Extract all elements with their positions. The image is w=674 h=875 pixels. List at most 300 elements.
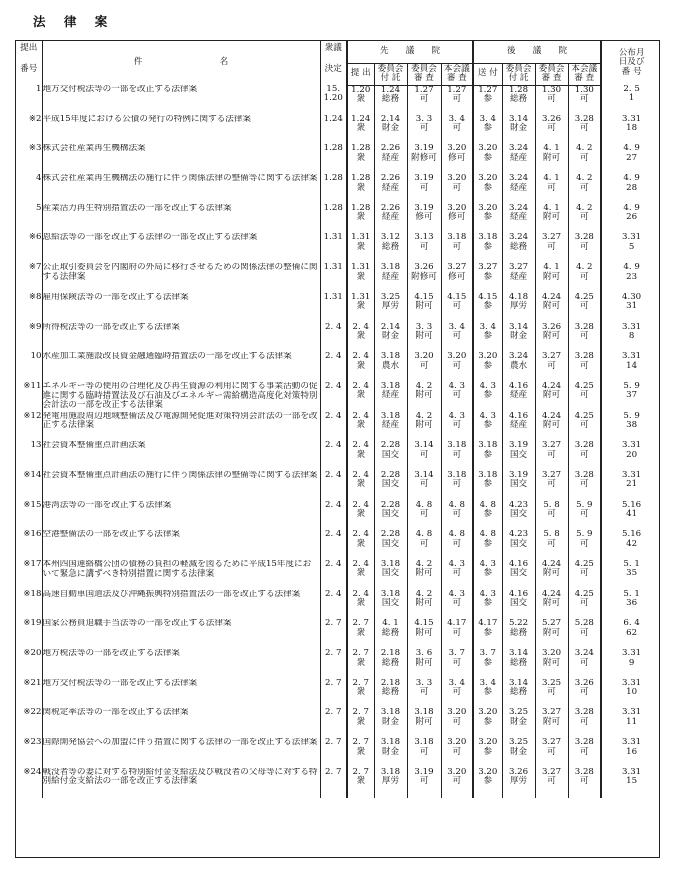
row-referred-line2: 財金	[381, 716, 400, 727]
row-number: ※11	[23, 381, 42, 391]
row-plenary-line2: 修可	[448, 271, 466, 282]
row-second-referred-line1: 3.19	[508, 470, 529, 480]
row-number: ※7	[28, 263, 42, 273]
row-submitted-line1: 2. 4	[352, 560, 369, 569]
row-committee	[407, 233, 441, 263]
row-submitted-line1: 1.31	[351, 263, 371, 273]
row-referred	[374, 738, 407, 768]
law-table	[16, 41, 661, 798]
row-promulgation-line1: 3.31	[622, 470, 642, 480]
row-decision-date-text: 2. 4	[325, 589, 342, 599]
row-promulgation-line1: 3.31	[622, 233, 642, 243]
table-row	[16, 204, 661, 234]
row-number: ※19	[23, 619, 42, 629]
row-promulgation	[601, 768, 661, 798]
header-kofu-1: 公布月	[618, 47, 645, 58]
row-second-plenary-line1: 1.30	[574, 85, 594, 95]
row-second-referred	[502, 115, 535, 145]
row-second-plenary-line2: 可	[580, 182, 589, 193]
row-decision-date	[320, 233, 347, 263]
row-number: ※3	[28, 144, 42, 154]
row-promulgation	[601, 352, 661, 382]
row-sent-line2: 参	[483, 182, 493, 193]
row-bill-name: 地方交付税法等の一部を改正する法律案	[42, 85, 320, 115]
row-committee-line2: 可	[419, 93, 429, 104]
row-promulgation-line2: 42	[626, 538, 638, 549]
row-sent	[473, 501, 502, 531]
row-sent-line1: 3.20	[478, 174, 498, 184]
row-promulgation-line1: 4.30	[622, 292, 642, 302]
row-second-committee-line1: 5.27	[541, 619, 562, 629]
row-committee	[407, 263, 441, 293]
row-second-plenary-line2: 可	[580, 687, 589, 698]
header-honkaigi	[441, 63, 473, 85]
row-sent-line2: 参	[483, 123, 493, 134]
row-plenary-line2: 可	[452, 330, 462, 341]
row-promulgation-line1: 5.16	[622, 530, 642, 540]
row-plenary-line2: 可	[452, 687, 462, 698]
row-promulgation-line2: 5	[628, 241, 635, 252]
table-row	[16, 590, 661, 620]
row-promulgation	[601, 204, 661, 234]
row-second-plenary-line2: 可	[580, 271, 589, 282]
row-bill-name: 高速自動車国道法及び沖縄振興特別措置法の一部を改正する法律案	[42, 590, 320, 620]
row-sent-line2: 参	[483, 212, 493, 223]
row-referred-line2: 経産	[381, 182, 400, 193]
row-second-plenary-line2: 可	[580, 360, 589, 371]
row-committee-line2: 附可	[415, 716, 433, 727]
row-submitted	[347, 263, 374, 293]
row-decision-date-text: 1.28	[323, 144, 343, 154]
row-submitted	[347, 323, 374, 353]
row-second-plenary-line2: 可	[580, 93, 589, 104]
row-plenary-line1: 4. 3	[448, 381, 465, 391]
row-second-referred	[502, 441, 535, 471]
row-decision-date	[320, 679, 347, 709]
row-referred-line1: 3.18	[380, 738, 401, 748]
row-submitted-line2: 衆	[356, 212, 366, 223]
row-number: ※24	[23, 767, 42, 777]
row-second-referred-line1: 4.16	[508, 411, 529, 421]
row-decision-date-text: 2. 4	[325, 530, 342, 540]
row-submitted-line2: 衆	[356, 687, 366, 698]
row-committee	[407, 293, 441, 323]
table-row	[16, 471, 661, 501]
row-referred	[374, 768, 407, 798]
row-promulgation-line2: 23	[626, 271, 638, 282]
row-plenary-line1: 3. 7	[448, 649, 465, 659]
table-row	[16, 382, 661, 412]
row-plenary	[441, 768, 473, 798]
row-promulgation	[601, 382, 661, 412]
row-bill-name: 所得税法等の一部を改正する法律案	[42, 323, 320, 353]
row-committee-line2: 修可	[415, 212, 433, 223]
row-decision-date	[320, 501, 347, 531]
row-referred-line2: 農水	[381, 360, 400, 371]
row-referred	[374, 174, 407, 204]
row-committee-line1: 3.19	[414, 767, 434, 777]
row-promulgation-line1: 6. 4	[623, 619, 640, 629]
row-committee-line2: 附可	[415, 420, 433, 431]
row-submitted-line2: 衆	[356, 479, 366, 490]
row-decision-date-text: 2. 4	[325, 470, 342, 480]
row-second-plenary-line1: 3.28	[574, 233, 594, 243]
row-promulgation	[601, 323, 661, 353]
header-futaku-1: 委員会	[377, 63, 404, 74]
row-plenary-line2: 可	[452, 657, 462, 668]
row-plenary	[441, 323, 473, 353]
row-sent-line2: 参	[483, 627, 493, 638]
page-title: 法 律 案	[33, 14, 115, 29]
header-teishutsu-col: 提 出	[347, 63, 374, 85]
row-second-referred-line1: 3.24	[508, 233, 529, 243]
row-submitted	[347, 649, 374, 679]
row-second-plenary-line1: 3.28	[574, 767, 594, 777]
row-sent	[473, 233, 502, 263]
row-promulgation	[601, 619, 661, 649]
row-referred	[374, 530, 407, 560]
row-second-committee-line1: 3.26	[541, 114, 562, 124]
row-second-referred-line2: 国交	[509, 449, 528, 460]
row-second-plenary-line2: 可	[580, 746, 589, 757]
row-decision-date	[320, 174, 347, 204]
row-plenary	[441, 204, 473, 234]
row-plenary	[441, 293, 473, 323]
row-second-plenary	[568, 501, 601, 531]
row-referred-line2: 総務	[381, 657, 400, 668]
row-decision-date	[320, 738, 347, 768]
row-referred-line1: 2.26	[380, 203, 401, 213]
row-second-referred	[502, 204, 535, 234]
row-submitted	[347, 768, 374, 798]
row-submitted-line1: 2. 4	[352, 441, 369, 451]
row-sent-line1: 4. 8	[479, 530, 496, 540]
row-committee-line2: 可	[419, 241, 429, 252]
row-second-plenary	[568, 174, 601, 204]
row-number: 5	[36, 203, 42, 213]
row-promulgation	[601, 174, 661, 204]
row-submitted-line2: 衆	[356, 330, 366, 341]
row-bill-name: 産業活力再生特別措置法の一部を改正する法律案	[42, 204, 320, 234]
row-plenary-line1: 3. 4	[448, 678, 465, 688]
row-second-committee	[535, 263, 568, 293]
row-committee-line2: 可	[419, 449, 429, 460]
row-second-referred-line1: 3.24	[508, 144, 529, 154]
row-number: ※8	[28, 292, 42, 302]
row-plenary-line1: 3.20	[447, 708, 467, 718]
row-committee-line1: 4. 2	[415, 589, 433, 599]
row-second-committee	[535, 233, 568, 263]
row-number: ※14	[23, 470, 42, 480]
row-second-committee-line2: 可	[547, 241, 556, 252]
row-committee	[407, 174, 441, 204]
row-sent-line1: 3.20	[478, 708, 498, 718]
row-promulgation-line1: 3.31	[622, 441, 642, 451]
row-committee	[407, 441, 441, 471]
row-second-plenary-line2: 可	[580, 301, 589, 312]
row-submitted-line1: 1.24	[351, 114, 371, 124]
table-row	[16, 649, 661, 679]
row-submitted-line1: 1.28	[351, 144, 371, 154]
row-second-referred	[502, 768, 535, 798]
row-decision-date	[320, 293, 347, 323]
row-sent	[473, 412, 502, 442]
row-number: ※18	[23, 589, 42, 599]
row-bill-name: 株式会社産業再生機構法の施行に伴う関係法律の整備等に関する法律案	[42, 174, 320, 204]
row-plenary	[441, 441, 473, 471]
row-second-committee-line2: 可	[547, 687, 556, 698]
row-second-plenary	[568, 382, 601, 412]
row-sent-line2: 参	[483, 687, 493, 698]
row-decision-date	[320, 619, 347, 649]
row-number: ※20	[23, 649, 42, 659]
row-decision-date	[320, 708, 347, 738]
row-second-committee-line2: 可	[547, 509, 556, 520]
row-referred	[374, 144, 407, 174]
row-second-committee-line2: 可	[547, 538, 556, 549]
row-second-plenary-line1: 4.25	[574, 381, 594, 391]
row-plenary-line1: 3.18	[447, 470, 467, 480]
row-plenary-line2: 可	[452, 509, 462, 520]
row-submitted-line1: 2. 4	[352, 411, 369, 421]
table-row	[16, 679, 661, 709]
row-second-plenary	[568, 619, 601, 649]
row-referred-line1: 2.26	[380, 144, 401, 154]
row-committee-line2: 附可	[415, 568, 433, 579]
row-promulgation-line1: 3.31	[622, 708, 642, 718]
row-decision-date-text: 2. 7	[325, 649, 342, 659]
row-plenary-line2: 可	[452, 182, 462, 193]
row-submitted-line2: 衆	[356, 271, 366, 282]
row-sent-line2: 参	[483, 657, 493, 668]
row-committee-line2: 可	[419, 776, 429, 787]
row-promulgation	[601, 501, 661, 531]
row-committee	[407, 323, 441, 353]
row-second-referred	[502, 263, 535, 293]
row-committee-line2: 附修可	[411, 152, 437, 163]
row-promulgation	[601, 649, 661, 679]
header-ato-honkaigi	[568, 63, 601, 85]
table-row	[16, 115, 661, 145]
row-sent	[473, 530, 502, 560]
row-decision-date	[320, 323, 347, 353]
row-submitted-line2: 衆	[356, 598, 366, 609]
row-sent-line1: 4. 3	[479, 560, 496, 569]
row-referred-line1: 3.18	[380, 708, 401, 718]
header-second-house: 後 議 院	[473, 41, 601, 63]
row-committee-line2: 附可	[415, 657, 433, 668]
row-second-plenary-line1: 3.26	[574, 678, 594, 688]
row-decision-date	[320, 382, 347, 412]
row-decision-date-text: 1.31	[323, 263, 343, 273]
table-row	[16, 323, 661, 353]
row-promulgation-line1: 5. 1	[623, 560, 640, 569]
row-referred	[374, 323, 407, 353]
header-decision	[320, 41, 347, 85]
row-referred-line1: 3.18	[380, 352, 401, 362]
row-plenary-line2: 可	[452, 716, 462, 727]
row-second-plenary-line1: 4. 2	[576, 174, 593, 184]
row-bill-name: 公正取引委員会を内閣府の外局に移行させるための関係法律の整備に関する法律案	[42, 263, 320, 293]
row-committee-line1: 3. 3	[415, 678, 433, 688]
row-bill-name: 関税定率法等の一部を改正する法律案	[42, 708, 320, 738]
row-plenary-line2: 可	[452, 776, 462, 787]
row-second-referred-line2: 厚労	[509, 301, 528, 312]
row-sent-line2: 参	[483, 568, 493, 579]
row-second-referred-line1: 3.14	[508, 114, 529, 124]
row-promulgation-line2: 31	[626, 301, 638, 312]
row-sent	[473, 768, 502, 798]
row-plenary	[441, 382, 473, 412]
row-plenary	[441, 263, 473, 293]
row-second-plenary-line2: 可	[580, 627, 589, 638]
row-second-referred-line2: 経産	[509, 271, 528, 282]
row-second-plenary-line2: 可	[580, 598, 589, 609]
table-row	[16, 708, 661, 738]
row-sent-line2: 参	[483, 509, 493, 520]
row-second-referred-line2: 国交	[509, 568, 528, 579]
row-committee-line1: 1.27	[414, 85, 434, 95]
row-decision-date	[320, 144, 347, 174]
row-sent	[473, 174, 502, 204]
row-second-plenary-line1: 3.28	[574, 708, 594, 718]
row-decision-date-text: 1.31	[323, 292, 343, 302]
row-promulgation	[601, 263, 661, 293]
row-referred	[374, 263, 407, 293]
row-second-committee-line2: 可	[547, 182, 556, 193]
row-second-referred-line2: 財金	[509, 123, 528, 134]
row-sent-line1: 4. 3	[479, 411, 496, 421]
row-second-committee-line1: 3.26	[541, 322, 562, 332]
row-number: ※2	[28, 114, 42, 124]
table-row	[16, 560, 661, 590]
row-second-committee-line2: 附可	[542, 568, 561, 579]
row-submitted-line1: 2. 7	[352, 738, 369, 748]
row-plenary-line1: 4. 8	[448, 530, 465, 540]
row-referred	[374, 560, 407, 590]
row-referred	[374, 233, 407, 263]
row-promulgation-line1: 3.31	[622, 352, 642, 362]
row-promulgation-line1: 5. 1	[623, 589, 640, 599]
row-referred-line1: 3.18	[380, 767, 401, 777]
row-committee-line1: 4. 2	[415, 381, 433, 391]
row-promulgation	[601, 560, 661, 590]
row-plenary-line1: 3.20	[447, 767, 467, 777]
row-second-referred-line1: 3.14	[508, 322, 529, 332]
row-second-committee	[535, 441, 568, 471]
row-second-committee	[535, 204, 568, 234]
row-bill-name: 平成15年度における公債の発行の特例に関する法律案	[42, 115, 320, 145]
row-plenary	[441, 738, 473, 768]
row-plenary-line1: 3. 4	[448, 114, 465, 124]
row-second-plenary-line2: 可	[580, 212, 589, 223]
row-promulgation-line2: 26	[626, 212, 638, 223]
row-promulgation	[601, 144, 661, 174]
row-second-plenary-line1: 5. 9	[576, 530, 593, 540]
row-second-committee-line1: 4. 1	[543, 203, 560, 213]
row-second-committee-line2: 附可	[542, 271, 561, 282]
row-decision-date-text: 2. 7	[325, 619, 342, 629]
row-plenary-line2: 可	[452, 598, 462, 609]
row-committee-line1: 3.20	[414, 352, 434, 362]
row-second-referred-line1: 4.16	[508, 560, 529, 569]
row-committee	[407, 144, 441, 174]
row-plenary	[441, 144, 473, 174]
row-promulgation-line1: 3.31	[622, 322, 642, 332]
row-referred-line2: 経産	[381, 390, 400, 401]
row-submitted	[347, 560, 374, 590]
header-kenmei: 件 名	[42, 41, 320, 85]
row-decision-date	[320, 530, 347, 560]
row-referred-line1: 3.18	[380, 589, 401, 599]
row-promulgation-line2: 37	[626, 390, 638, 401]
row-sent-line2: 参	[483, 746, 493, 757]
row-plenary	[441, 174, 473, 204]
row-promulgation-line1: 4. 9	[623, 203, 640, 213]
row-referred	[374, 115, 407, 145]
row-committee	[407, 738, 441, 768]
row-promulgation-line1: 3.31	[622, 114, 642, 124]
row-second-referred-line1: 3.25	[508, 738, 529, 748]
row-second-referred-line1: 3.19	[508, 441, 529, 451]
row-second-referred	[502, 471, 535, 501]
row-plenary-line2: 可	[452, 390, 462, 401]
row-second-committee-line2: 附可	[542, 212, 561, 223]
row-submitted	[347, 144, 374, 174]
row-submitted	[347, 708, 374, 738]
row-bill-name: 本州四国連絡橋公団の債務の負担の軽減を図るために平成15年度において緊急に講ずべき特別措置に関する法律案	[42, 560, 320, 590]
row-committee-line1: 3. 3	[415, 322, 433, 332]
row-plenary	[441, 649, 473, 679]
row-second-committee-line2: 可	[547, 360, 556, 371]
row-decision-date	[320, 352, 347, 382]
row-sent-line2: 参	[483, 420, 493, 431]
row-second-committee	[535, 708, 568, 738]
row-second-referred	[502, 590, 535, 620]
row-plenary-line2: 可	[452, 568, 462, 579]
row-promulgation-line2: 14	[626, 360, 638, 371]
row-plenary	[441, 352, 473, 382]
row-second-referred-line1: 3.24	[508, 352, 529, 362]
row-submitted-line2: 衆	[356, 746, 366, 757]
row-second-committee	[535, 471, 568, 501]
row-promulgation-line1: 3.31	[622, 767, 642, 777]
row-number: ※6	[28, 233, 42, 243]
row-second-referred	[502, 560, 535, 590]
row-plenary-line1: 3.20	[447, 174, 467, 184]
row-second-referred-line2: 総務	[509, 241, 528, 252]
row-bill-name: 恩給法等の一部を改正する法律の一部を改正する法律案	[42, 233, 320, 263]
row-bill-name: 社会資本整備重点計画法の施行に伴う関係法律の整備等に関する法律案	[42, 471, 320, 501]
row-committee-line2: 可	[419, 687, 429, 698]
row-promulgation-line1: 2. 5	[623, 85, 640, 94]
header-bango: 番号	[20, 64, 38, 75]
row-submitted-line2: 衆	[356, 241, 366, 252]
row-submitted-line2: 衆	[356, 152, 366, 163]
table-row	[16, 352, 661, 382]
row-second-referred-line2: 国交	[509, 509, 528, 520]
row-submitted-line2: 衆	[356, 657, 366, 668]
table-row	[16, 738, 661, 768]
row-sent	[473, 115, 502, 145]
row-committee-line2: 可	[419, 538, 429, 549]
row-committee-line1: 3.18	[414, 708, 434, 718]
row-number: 4	[36, 174, 42, 184]
row-second-referred	[502, 530, 535, 560]
row-second-committee-line1: 5. 8	[543, 530, 560, 540]
row-committee-line1: 3. 6	[415, 649, 433, 659]
row-sent-line2: 参	[483, 301, 493, 312]
